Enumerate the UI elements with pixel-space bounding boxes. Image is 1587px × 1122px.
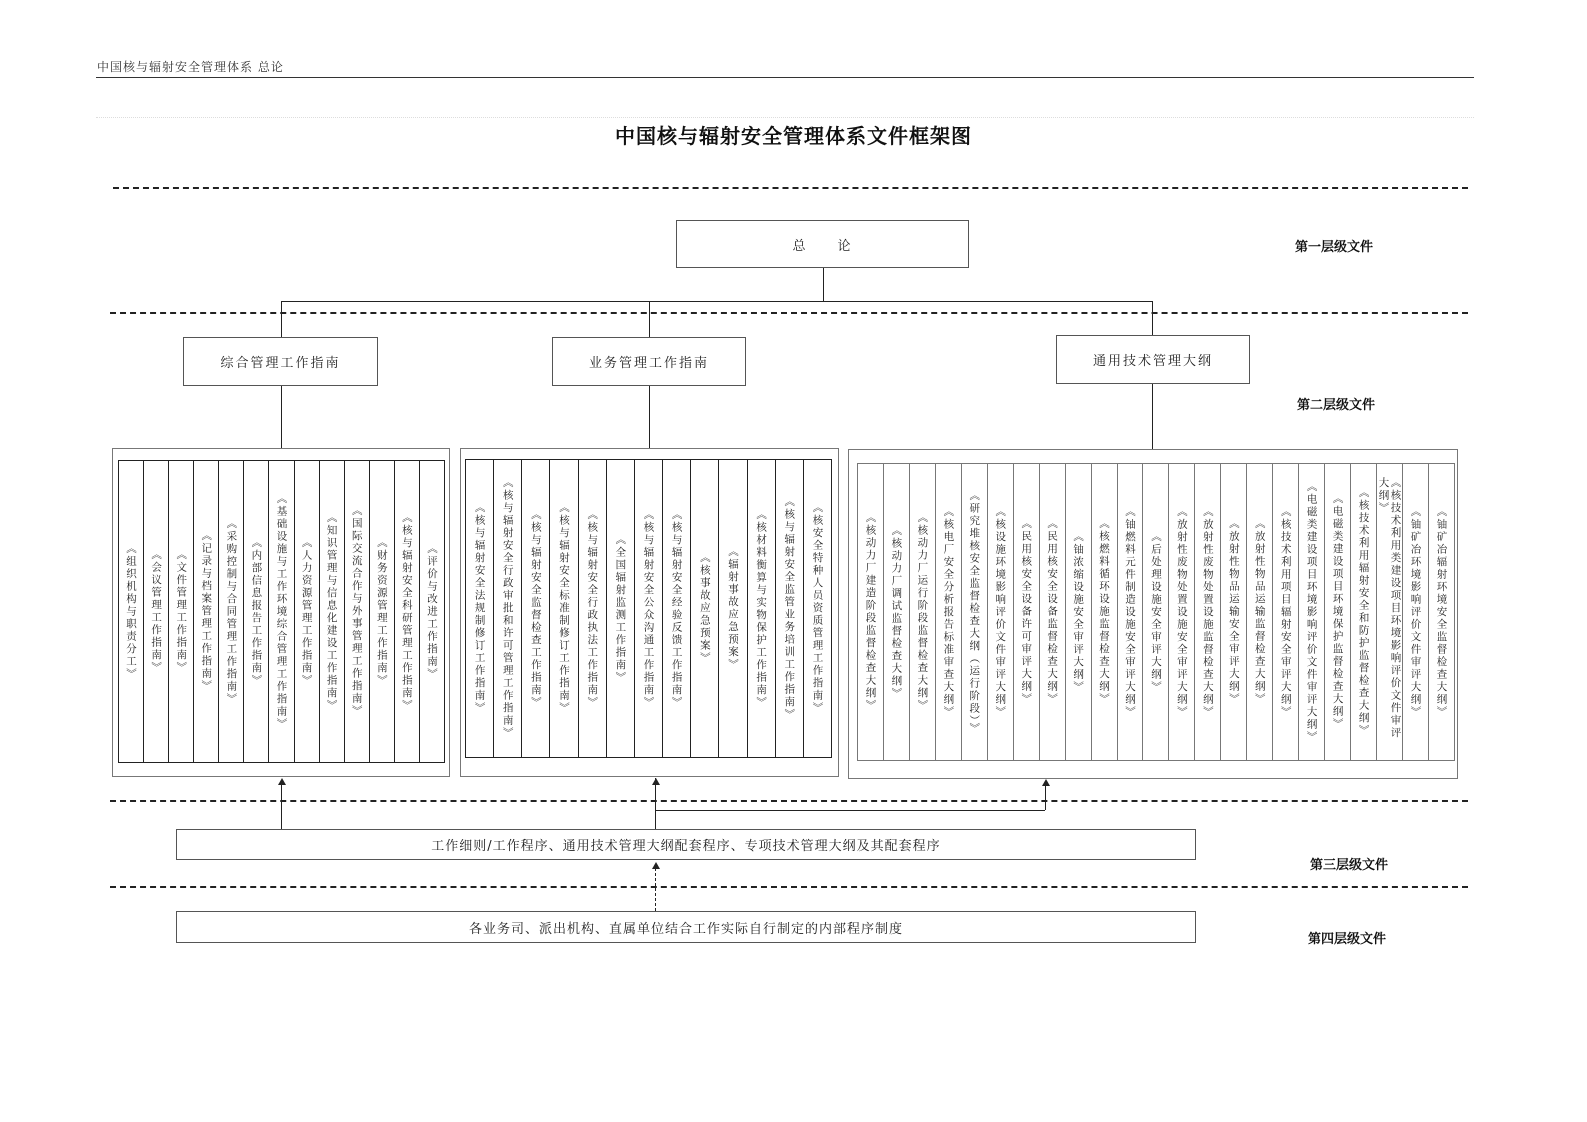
technical-docs-columns [857,463,1455,761]
business-doc-5: 《核与辐射安全行政执法工作指南》 [579,460,607,757]
level-2-label: 第二层级文件 [1297,398,1376,413]
technical-doc-4: 《核电厂安全分析报告标准审查大纲》 [936,464,962,760]
technical-doc-6: 《核设施环境影响评价文件审评大纲》 [988,464,1014,760]
level-3-label: 第三层级文件 [1310,858,1389,873]
technical-doc-13: 《放射性废物处置设施安全审评大纲》 [1169,464,1195,760]
business-doc-7: 《核与辐射安全公众沟通工作指南》 [635,460,663,757]
arrow-up-business [652,778,660,785]
connector-to-technical [1152,301,1153,335]
general-doc-8: 《人力资源管理工作指南》 [295,461,320,762]
technical-doc-21: 《核技术利用类建设项目环境影响评价文件审评大纲》 [1377,464,1403,760]
header-rule [96,77,1474,78]
connector-l3-to-technical [1045,784,1046,810]
connector-general-to-group [281,386,282,449]
technical-doc-16: 《放射性物品运输监督检查大纲》 [1247,464,1273,760]
technical-doc-2: 《核动力厂调试监督检查大纲》 [884,464,910,760]
business-doc-8: 《核与辐射安全经验反馈工作指南》 [663,460,691,757]
technical-doc-12: 《后处理设施安全审评大纲》 [1143,464,1169,760]
technical-doc-5: 《研究堆核安全监督检查大纲（运行阶段）》 [962,464,988,760]
connector-l3-bridge [655,810,1045,811]
technical-doc-9: 《铀浓缩设施安全审评大纲》 [1066,464,1092,760]
business-docs-columns [465,459,832,758]
connector-branch-bar [281,301,1153,302]
general-doc-7: 《基础设施与工作环境综合管理工作指南》 [269,461,294,762]
technical-doc-11: 《铀燃料元件制造设施安全审评大纲》 [1118,464,1144,760]
technical-doc-18: 《电磁类建设项目环境影响评价文件审评大纲》 [1299,464,1325,760]
technical-doc-22: 《铀矿冶环境影响评价文件审评大纲》 [1403,464,1429,760]
level3-label: 工作细则/工作程序、通用技术管理大纲配套程序、专项技术管理大纲及其配套程序 [431,839,941,854]
connector-l3-to-business [655,778,656,829]
connector-l4-to-l3 [655,868,656,911]
level-separator-4 [110,886,1468,888]
technical-doc-1: 《核动力厂建造阶段监督检查大纲》 [858,464,884,760]
technical-doc-17: 《核技术利用项目辐射安全审评大纲》 [1273,464,1299,760]
business-doc-3: 《核与辐射安全监督检查工作指南》 [522,460,550,757]
technical-doc-3: 《核动力厂运行阶段监督检查大纲》 [910,464,936,760]
technical-doc-19: 《电磁类建设项目环境保护监督检查大纲》 [1325,464,1351,760]
general-doc-13: 《评价与改进工作指南》 [425,542,438,681]
business-doc-1: 《核与辐射安全法规制修订工作指南》 [466,460,494,757]
general-doc-2: 《会议管理工作指南》 [144,461,169,762]
general-doc-5: 《采购控制与合同管理工作指南》 [219,461,244,762]
level4-box [176,911,1196,943]
general-doc-11: 《财务资源管理工作指南》 [370,461,395,762]
header-rule-faint [96,117,1474,118]
business-doc-12: 《核与辐射安全监管业务培训工作指南》 [776,460,804,757]
business-guide-label: 业务管理工作指南 [588,356,709,371]
arrow-up-technical [1042,779,1050,786]
level4-label: 各业务司、派出机构、直属单位结合工作实际自行制定的内部程序制度 [468,921,903,937]
business-doc-4: 《核与辐射安全标准制修订工作指南》 [550,460,578,757]
level-separator-3 [110,800,1468,802]
general-guide-label: 综合管理工作指南 [220,356,341,371]
general-doc-3: 《文件管理工作指南》 [169,461,194,762]
technical-doc-20: 《核技术利用辐射安全和防护监督检查大纲》 [1351,464,1377,760]
business-guide-box [552,337,746,386]
general-doc-12: 《核与辐射安全科研管理工作指南》 [395,461,420,762]
business-doc-9: 《核事故应急预案》 [691,460,719,757]
general-doc-10: 《国际交流合作与外事管理工作指南》 [345,461,370,762]
connector-technical-to-group [1152,384,1153,449]
technical-doc-14: 《放射性废物处置设施监督检查大纲》 [1195,464,1221,760]
general-doc-4: 《记录与档案管理工作指南》 [194,461,219,762]
connector-root-down [823,268,824,301]
business-doc-6: 《全国辐射监测工作指南》 [607,460,635,757]
general-doc-6: 《内部信息报告工作指南》 [244,461,269,762]
technical-outline-box [1056,335,1250,384]
root-label: 总 论 [792,238,853,254]
general-guide-box [183,337,378,386]
technical-doc-15: 《放射性物品运输安全审评大纲》 [1221,464,1247,760]
technical-doc-8: 《民用核安全设备监督检查大纲》 [1040,464,1066,760]
business-doc-2: 《核与辐射安全行政审批和许可管理工作指南》 [494,460,522,757]
general-doc-1: 《组织机构与职责分工》 [119,461,144,762]
page-title: 中国核与辐射安全管理体系文件框架图 [615,124,972,148]
arrow-up-level3 [652,862,660,869]
technical-doc-23: 《铀矿冶辐射环境安全监督检查大纲》 [1435,505,1448,719]
business-doc-13: 《核安全特种人员资质管理工作指南》 [811,502,824,715]
level-separator-1 [113,187,1468,189]
level-separator-2 [110,312,1468,314]
connector-l3-to-general [281,784,282,829]
connector-to-business [649,301,650,337]
arrow-up-general [278,778,286,785]
page-header: 中国核与辐射安全管理体系 总论 [97,60,284,74]
level-4-label: 第四层级文件 [1308,932,1387,947]
level3-box [176,829,1196,860]
level-1-label: 第一层级文件 [1295,240,1374,255]
general-docs-columns [118,460,445,763]
technical-outline-label: 通用技术管理大纲 [1092,354,1213,369]
connector-to-general [281,301,282,337]
technical-doc-10: 《核燃料循环设施监督检查大纲》 [1092,464,1118,760]
technical-doc-7: 《民用核安全设备许可审评大纲》 [1014,464,1040,760]
connector-business-to-group [649,386,650,449]
business-doc-11: 《核材料衡算与实物保护工作指南》 [748,460,776,757]
root-box [676,220,969,268]
business-doc-10: 《辐射事故应急预案》 [719,460,747,757]
general-doc-9: 《知识管理与信息化建设工作指南》 [320,461,345,762]
